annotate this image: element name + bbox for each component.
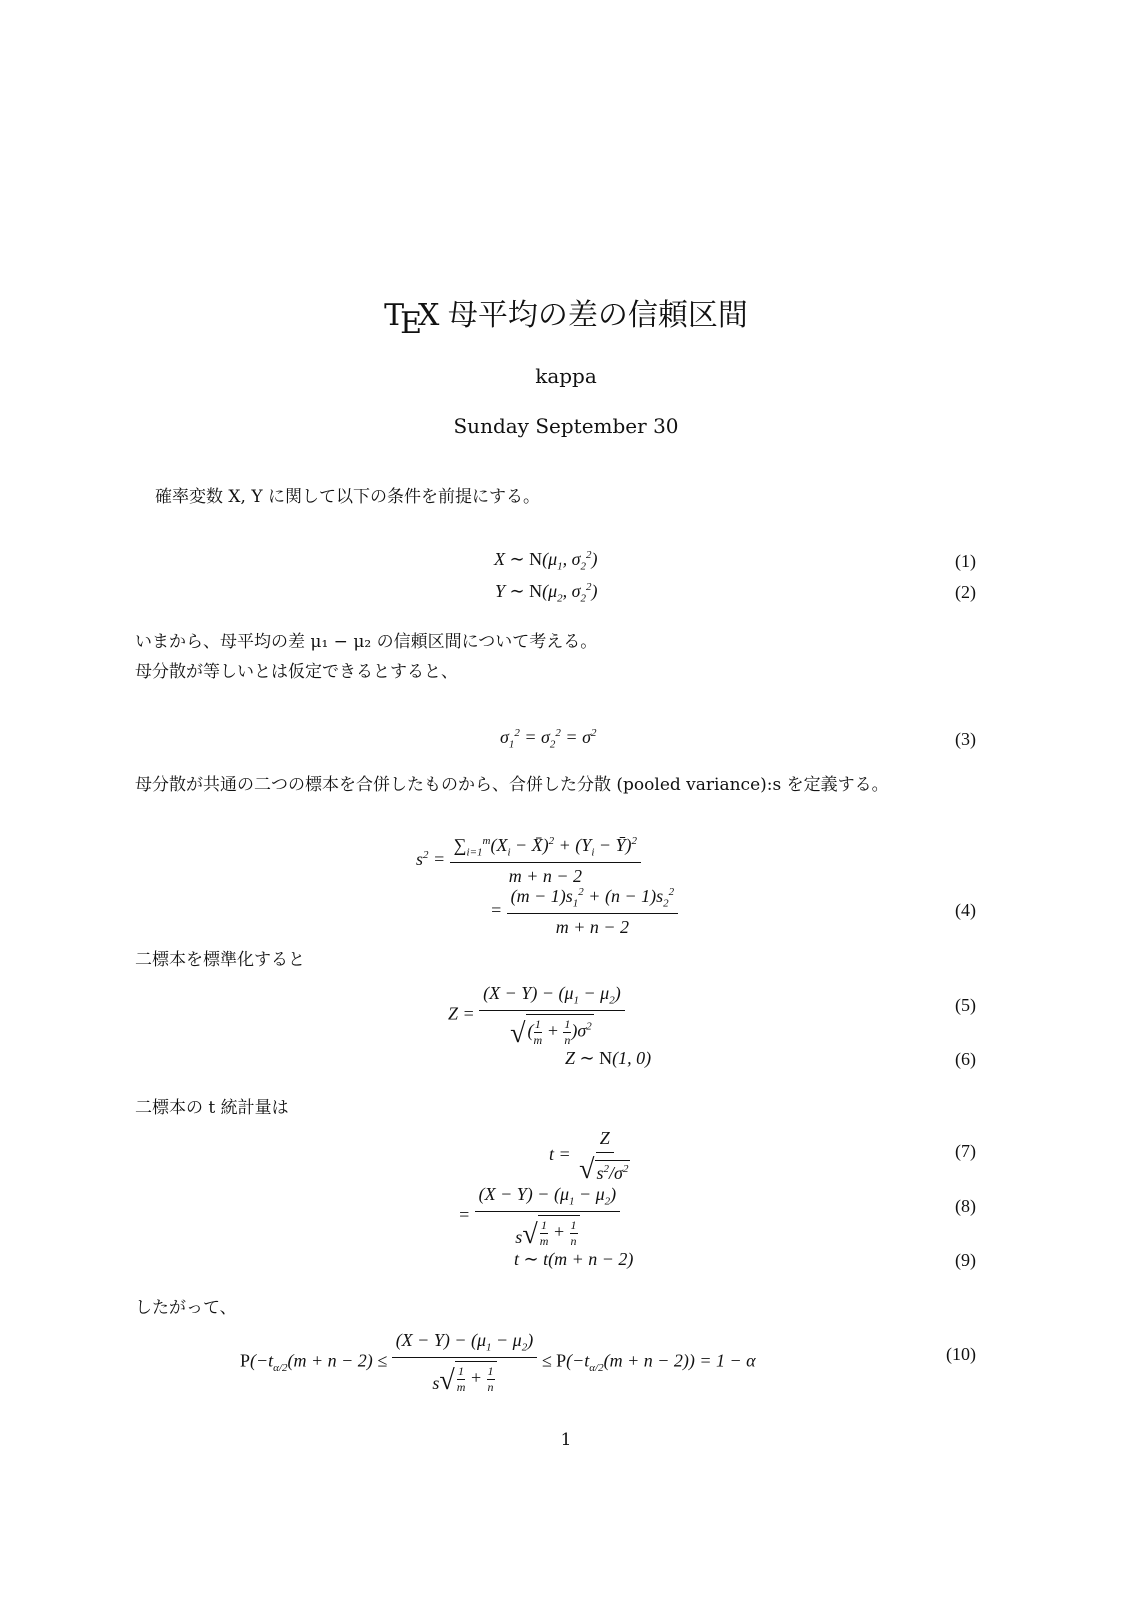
title-text: 母平均の差の信頼区間 bbox=[438, 298, 748, 333]
equation-number: (3) bbox=[955, 729, 976, 749]
equation-1: X ∼ $N(\mu_1$, $\sigma_2^2$) bbox=[494, 549, 598, 573]
page-number: 1 bbox=[560, 1430, 572, 1450]
equation-number: (5) bbox=[955, 995, 976, 1015]
date: Sunday September 30 bbox=[453, 414, 679, 438]
equation-number: (4) bbox=[955, 900, 976, 920]
equation-number: (2) bbox=[955, 582, 976, 602]
author: kappa bbox=[535, 364, 597, 388]
paragraph-assumption: 母分散が等しいとは仮定できるとすると、 bbox=[135, 662, 458, 682]
equation-3: $\sigma_1^2 = \sigma_2^2 = \sigma^2$ bbox=[500, 727, 597, 751]
paragraph-t-statistic: 二標本の t 統計量は bbox=[135, 1098, 289, 1118]
equation-number: (10) bbox=[946, 1344, 976, 1364]
paragraph-intro: 確率変数 X, Y に関して以下の条件を前提にする。 bbox=[155, 487, 540, 507]
equation-9: t ∼ t(m + n − 2) bbox=[514, 1249, 634, 1269]
equation-2: Y ∼ $N(\mu_2$, $\sigma_2^2$) bbox=[495, 581, 598, 605]
equation-4a: $s^2$ = $\frac{\sum_{i=1}^m(X_i - X̄)^2 + (Y_i - Ȳ)^2}{m + n - 2}$ bbox=[416, 835, 641, 887]
paragraph-pooled-variance: 母分散が共通の二つの標本を合併したものから、合併した分散 (pooled variance):s を定義する。 bbox=[135, 775, 889, 795]
equation-number: (7) bbox=[955, 1141, 976, 1161]
paragraph-standardize: 二標本を標準化すると bbox=[135, 950, 305, 970]
equation-number: (1) bbox=[955, 551, 976, 571]
equation-number: (9) bbox=[955, 1250, 976, 1270]
equation-8: = $(X - Y) - (\mu_1 - \mu_2)$ s √ $\frac{1}{m}$ + $\frac{1}{n}$ bbox=[458, 1184, 620, 1249]
paragraph-therefore: したがって、 bbox=[135, 1298, 237, 1318]
page-title bbox=[0, 290, 1132, 341]
equation-6: Z ∼ N(1, 0) bbox=[565, 1048, 652, 1068]
equation-4b: = $\frac{(m - 1)s_1^2 + (n - 1)s_2^2}{m + n - 2}$ bbox=[490, 886, 678, 938]
equation-10: $P(-t_{\alpha/2}(m + n - 2)$ ≤ $(X - Y) - (\mu_1 - \mu_2)$ s √ $\frac{1}{m}$ + $\frac{1}{n}$ ≤ $P(-t_{\alpha/2}(m + n - 2)) = 1 - \alpha$ bbox=[240, 1330, 756, 1396]
tex-logo: TEX bbox=[384, 298, 439, 341]
equation-number: (8) bbox=[955, 1196, 976, 1216]
equation-7: t = Z √ $s^2/\sigma^2$ bbox=[549, 1128, 629, 1185]
equation-number: (6) bbox=[955, 1049, 976, 1069]
paragraph-difference: いまから、母平均の差 μ₁ − μ₂ の信頼区間について考える。 bbox=[135, 632, 598, 652]
equation-5: Z = $(X - Y) - (\mu_1 - \mu_2)$ √ ( $\frac{1}{m}$ + $\frac{1}{n}$ )$\sigma^2$ bbox=[448, 983, 625, 1048]
